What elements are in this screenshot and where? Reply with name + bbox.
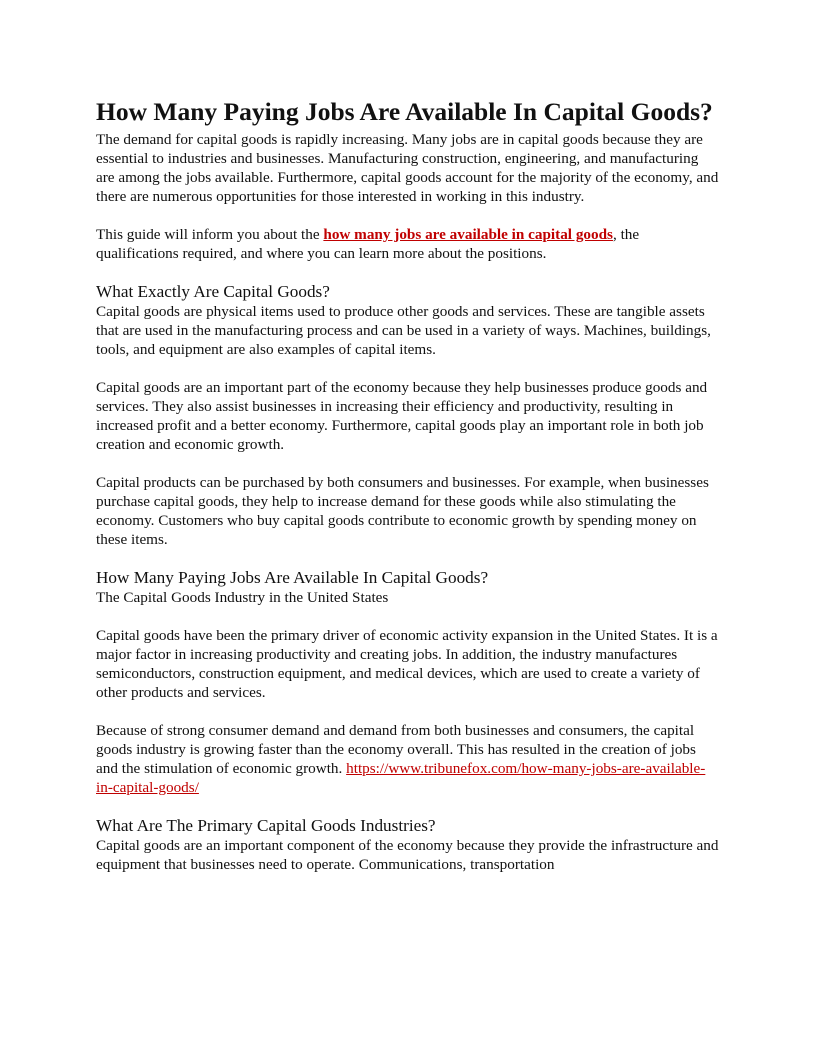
section1-paragraph-2: Capital goods are an important part of the economy because they help businesses produce goods and services. They also assist businesses in increasing their efficiency and productivity, resulting in increased profit and a better economy. Furthermore, capital goods play an important role in both job creation and economic growth. (96, 379, 708, 453)
section-heading-paying-jobs: How Many Paying Jobs Are Available In Capital Goods? (96, 568, 489, 587)
source-link[interactable]: https://www.tribunefox.com/how-many-jobs-are-available-in-capital-goods/ (96, 760, 706, 796)
document-page (96, 96, 720, 874)
page-title: How Many Paying Jobs Are Available In Capital Goods? (96, 97, 713, 126)
section-heading-capital-goods: What Exactly Are Capital Goods? (96, 282, 330, 301)
section2-subheading: The Capital Goods Industry in the United States (96, 589, 389, 606)
section1-paragraph-3: Capital products can be purchased by both consumers and businesses. For example, when businesses purchase capital goods, they help to increase demand for these goods while also stimulating the economy. Customers who buy capital goods contribute to economic growth by spending money on these items. (96, 474, 709, 548)
section2-paragraph-1: Capital goods have been the primary driver of economic activity expansion in the United States. It is a major factor in increasing productivity and creating jobs. In addition, the industry manufactures semiconductors, construction equipment, and medical devices, which are used to create a variety of other products and services. (96, 627, 718, 701)
guide-text-before: This guide will inform you about the (96, 226, 324, 243)
section3-paragraph-1: Capital goods are an important component of the economy because they provide the infrastructure and equipment that businesses need to operate. Communications, transportation (96, 837, 719, 873)
section-heading-primary-industries: What Are The Primary Capital Goods Industries? (96, 816, 436, 835)
intro-paragraph: The demand for capital goods is rapidly increasing. Many jobs are in capital goods because they are essential to industries and businesses. Manufacturing construction, engineering, and manufacturing are among the jobs available. Furthermore, capital goods account for the majority of the economy, and there are numerous opportunities for those interested in working in this industry. (96, 131, 719, 205)
section2-paragraph-2-text: Because of strong consumer demand and demand from both businesses and consumers, the capital goods industry is growing faster than the economy overall. This has resulted in the creation of jobs and the stimulation of economic growth. (96, 722, 696, 777)
guide-paragraph (96, 225, 720, 263)
section2-paragraph-2 (96, 721, 720, 797)
guide-link[interactable]: how many jobs are available in capital goods (323, 226, 613, 243)
section1-paragraph-1: Capital goods are physical items used to produce other goods and services. These are tangible assets that are used in the manufacturing process and can be used in a variety of ways. Machines, buildings, tools, and equipment are also examples of capital items. (96, 303, 711, 358)
guide-text-after: , the qualifications required, and where you can learn more about the positions. (96, 226, 640, 262)
